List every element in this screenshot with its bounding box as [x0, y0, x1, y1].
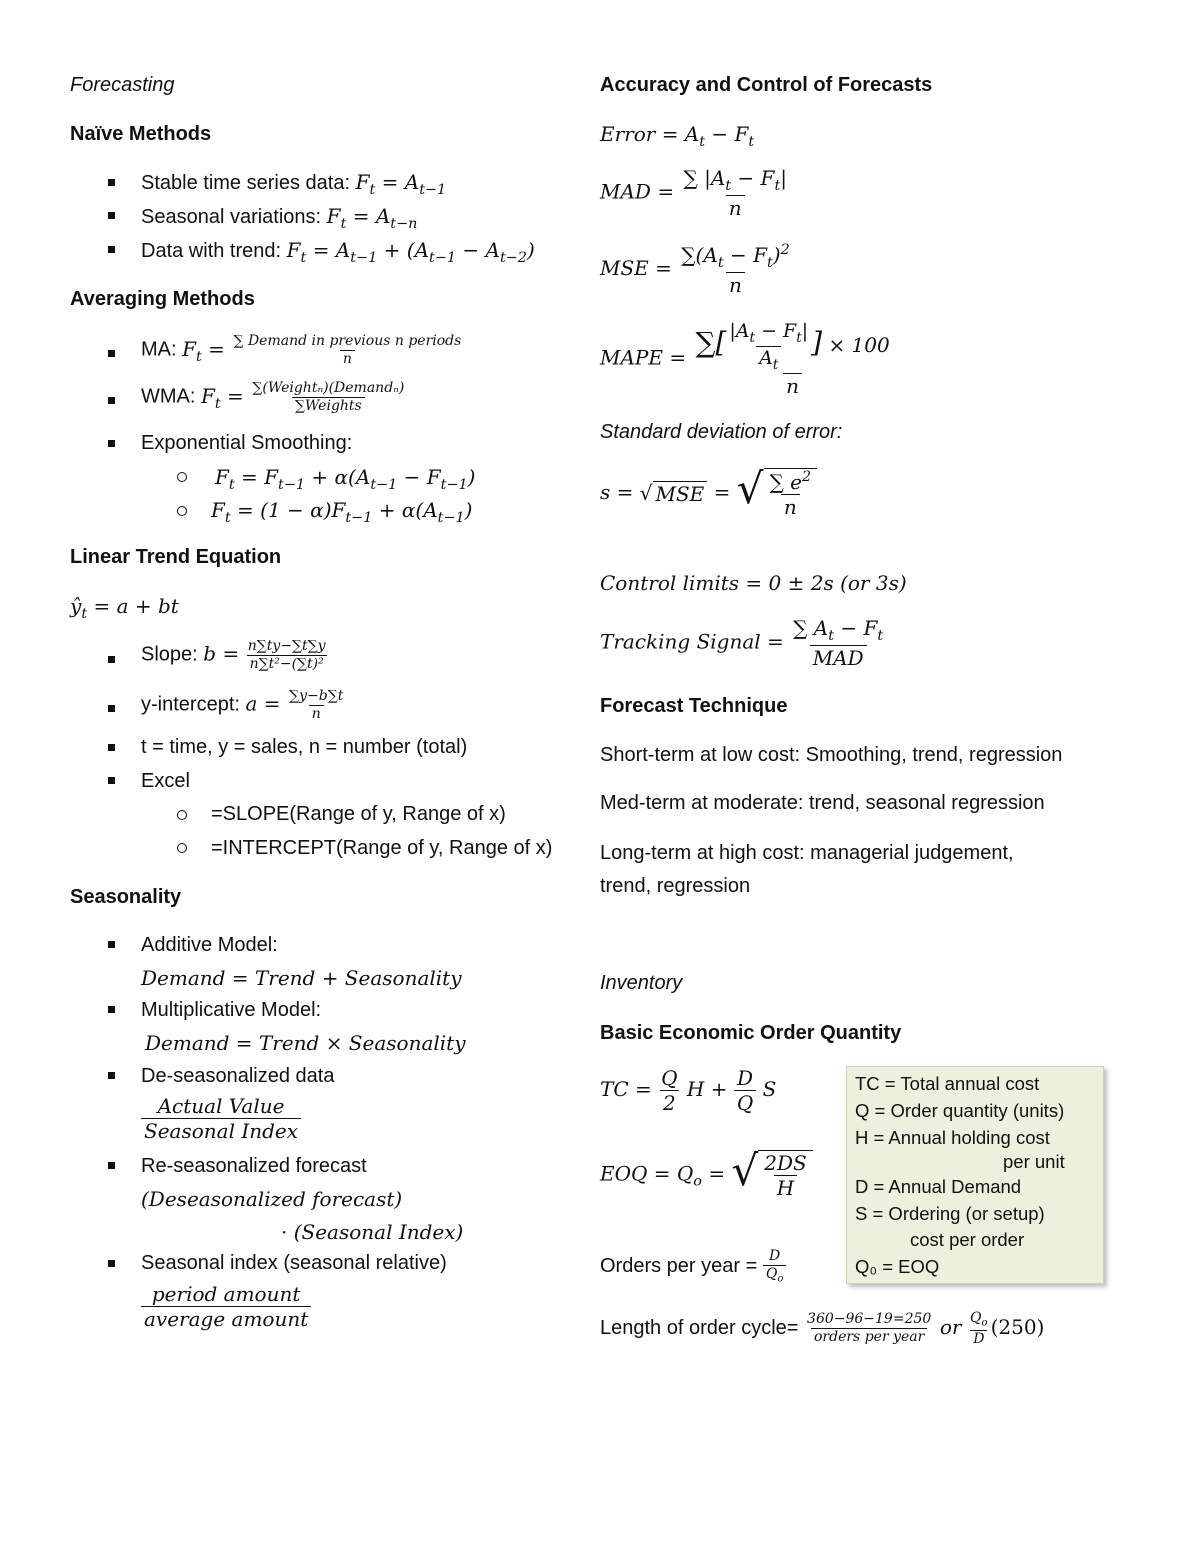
formula: $F_t = A_{t-1} + (A_{t-1} - A_{t-2})$: [286, 238, 535, 267]
exp-formula-2: $F_t = (1 - \alpha)F_{t-1} + \alpha(A_{t-1})$: [211, 498, 473, 527]
sqrt: √ MSE: [640, 481, 708, 506]
fraction: $\frac{D}{Q_o}$: [763, 1248, 787, 1285]
circle-bullet-icon: [177, 472, 187, 482]
tracking-label: Tracking Signal =: [600, 629, 784, 654]
denominator: Seasonal Index: [141, 1118, 301, 1143]
naive-item-label: Data with trend:: [141, 240, 282, 262]
ma-label: MA:: [141, 338, 177, 361]
heading-naive-methods: Naïve Methods: [70, 123, 212, 145]
control-limits: Control limits = 0 ± 2s (or 3s): [600, 571, 907, 595]
mse-formula: MSE = $\frac{\sum(A_t - F_t)^2}{n}$: [600, 242, 793, 297]
eoq-legend-box: [846, 1066, 1104, 1284]
cycle-label: Length of order cycle=: [600, 1316, 799, 1339]
formula: $F_t = A_{t-n}$: [326, 204, 418, 233]
numerator: $\sum(A_t - F_t)^2$: [681, 242, 790, 271]
denominator: n: [726, 195, 745, 220]
legend-q0: Q₀ = EOQ: [855, 1256, 940, 1277]
bullet-icon: [108, 656, 115, 663]
fraction: $\frac{Q}{2}$: [661, 1066, 678, 1115]
denominator: n: [783, 373, 802, 398]
slope-label: Slope:: [141, 643, 198, 666]
legend-h: H = Annual holding cost: [855, 1127, 1050, 1148]
fraction: [141, 1094, 301, 1143]
legend-s: S = Ordering (or setup): [855, 1203, 1045, 1224]
formula: b =: [203, 641, 240, 666]
fraction: [678, 242, 792, 297]
intercept-label: y-intercept:: [141, 693, 240, 716]
fraction: [245, 638, 329, 673]
slope-formula: [141, 638, 329, 673]
legend-tc: TC = Total annual cost: [855, 1073, 1040, 1094]
naive-item-label: Seasonal variations:: [141, 206, 322, 228]
legend-q: Q = Order quantity (units): [855, 1100, 1065, 1121]
multiplicative-label: Multiplicative Model:: [141, 999, 322, 1021]
bullet-icon: [108, 350, 115, 357]
denominator: average amount: [141, 1306, 311, 1331]
fraction: [286, 688, 346, 723]
denominator: MAD: [810, 645, 867, 670]
additive-label: Additive Model:: [141, 934, 278, 956]
numerator: ∑ $A_t - F_t$: [793, 616, 884, 645]
cycle-tail: (250): [990, 1314, 1045, 1339]
naive-item-label: Stable time series data:: [141, 172, 350, 194]
numerator: n∑ty−∑t∑y: [247, 638, 326, 654]
fraction: [680, 166, 790, 220]
order-cycle-length: Length of order cycle= $\frac{360-96-19=250}{\text{orders per year}}$ or $\frac{Q_o}{D}$ (250): [600, 1310, 1045, 1347]
bullet-icon: [108, 1162, 115, 1169]
bullet-icon: [108, 705, 115, 712]
numerator: period amount: [151, 1282, 301, 1306]
bullet-icon: [108, 440, 115, 447]
trend-legend: t = time, y = sales, n = number (total): [141, 736, 468, 758]
orders-per-year: [600, 1248, 786, 1285]
formula: $F_t$ =: [201, 383, 244, 412]
numerator: 360−96−19=250: [807, 1311, 932, 1328]
technique-med-term: Med-term at moderate: trend, seasonal regression: [600, 792, 1045, 814]
wma-formula: [141, 380, 407, 415]
heading-eoq: Basic Economic Order Quantity: [600, 1022, 902, 1044]
exp-smoothing-label: Exponential Smoothing:: [141, 432, 353, 454]
seasonal-index-fraction: [141, 1282, 311, 1331]
naive-item-seasonal: [141, 204, 417, 232]
additive-formula: Demand = Trend + Seasonality: [141, 966, 462, 990]
fraction: [790, 616, 886, 670]
fraction: $\frac{D}{Q}$: [734, 1066, 756, 1115]
fraction: [141, 1282, 311, 1331]
error-formula: Error = $A_t - F_t$: [600, 122, 755, 151]
tc-formula: TC = $\frac{Q}{2}$ H + $\frac{D}{Q}$ S: [600, 1066, 777, 1115]
section-title-forecasting: Forecasting: [70, 74, 175, 96]
technique-long-term-cont: trend, regression: [600, 875, 751, 897]
legend-h-cont: per unit: [1003, 1151, 1065, 1172]
circle-bullet-icon: [177, 506, 187, 516]
legend-d: D = Annual Demand: [855, 1176, 1022, 1197]
ma-formula: [141, 333, 464, 368]
excel-intercept: =INTERCEPT(Range of y, Range of x): [211, 837, 553, 859]
numerator: ∑ Demand in previous n periods: [233, 333, 462, 349]
heading-averaging-methods: Averaging Methods: [70, 288, 255, 310]
bullet-icon: [108, 941, 115, 948]
reseason-line-2: · (Seasonal Index): [281, 1220, 464, 1244]
multiplicative-formula: Demand = Trend × Seasonality: [145, 1031, 466, 1055]
orders-label: Orders per year =: [600, 1254, 758, 1277]
heading-linear-trend: Linear Trend Equation: [70, 546, 282, 568]
reseason-label: Re-seasonalized forecast: [141, 1155, 367, 1177]
naive-item-stable: [141, 170, 446, 198]
excel-slope: =SLOPE(Range of y, Range of x): [211, 803, 506, 825]
std-dev-formula: s = √ MSE = √ $\frac{\sum e^2}{n}$: [600, 468, 817, 519]
technique-short-term: Short-term at low cost: Smoothing, trend, regression: [600, 744, 1063, 766]
numerator: ∑ $|A_t - F_t|$: [683, 166, 787, 195]
deseason-label: De-seasonalized data: [141, 1065, 335, 1087]
seasonal-index-label: Seasonal index (seasonal relative): [141, 1252, 447, 1274]
denominator: n: [726, 272, 745, 297]
fraction: [231, 333, 465, 368]
denominator: ∑Weights: [292, 397, 365, 415]
formula: $F_t$ =: [182, 336, 225, 365]
bullet-icon: [108, 1260, 115, 1267]
numerator: Actual Value: [157, 1094, 285, 1118]
section-title-inventory: Inventory: [600, 972, 683, 994]
denominator: n: [340, 350, 355, 368]
denominator: orders per year: [811, 1328, 927, 1346]
formula: $F_t = A_{t-1}$: [355, 170, 447, 199]
bullet-icon: [108, 1006, 115, 1013]
heading-seasonality: Seasonality: [70, 886, 182, 908]
bullet-icon: [108, 777, 115, 784]
mape-formula: MAPE = ∑[ $\frac{|A_t - F_t|}{A_t}$ ] × 100 n: [600, 320, 893, 398]
bullet-icon: [108, 397, 115, 404]
numerator: ∑[ $\frac{|A_t - F_t|}{A_t}$ ] × 100: [695, 320, 890, 373]
eoq-formula: EOQ = $Q_o$ = √ $\frac{2DS}{H}$: [600, 1150, 813, 1200]
circle-bullet-icon: [177, 810, 187, 820]
reseason-line-1: (Deseasonalized forecast): [141, 1187, 403, 1211]
technique-long-term: Long-term at high cost: managerial judgement,: [600, 842, 1014, 864]
numerator: ∑y−b∑t: [289, 688, 344, 704]
legend-s-cont: cost per order: [910, 1229, 1025, 1250]
fraction: [249, 380, 407, 415]
deseason-fraction: [141, 1094, 301, 1143]
bullet-icon: [108, 212, 115, 219]
sqrt: √ $\frac{2DS}{H}$: [731, 1150, 812, 1200]
heading-accuracy: Accuracy and Control of Forecasts: [600, 74, 933, 96]
trend-equation: $ŷ_t = a$ + bt: [70, 594, 179, 623]
bullet-icon: [108, 1072, 115, 1079]
bullet-icon: [108, 744, 115, 751]
denominator: n: [309, 705, 324, 723]
bullet-icon: [108, 246, 115, 253]
fraction: [692, 320, 892, 398]
sqrt: √ $\frac{\sum e^2}{n}$: [737, 468, 817, 519]
excel-label: Excel: [141, 770, 190, 792]
denominator: n∑t²−(∑t)²: [247, 655, 327, 673]
wma-label: WMA:: [141, 385, 196, 408]
naive-item-trend: [141, 238, 535, 266]
exp-formula-1: $F_t = F_{t-1} + \alpha(A_{t-1} - F_{t-1})$: [215, 465, 476, 494]
formula: a =: [245, 691, 281, 716]
std-dev-label: Standard deviation of error:: [600, 421, 843, 443]
tracking-signal: [600, 616, 886, 670]
heading-forecast-technique: Forecast Technique: [600, 695, 788, 717]
intercept-formula: [141, 688, 346, 723]
fraction: [804, 1311, 934, 1346]
circle-bullet-icon: [177, 843, 187, 853]
bullet-icon: [108, 179, 115, 186]
mad-formula: MAD = $\frac{\sum |A_t - F_t|}{n}$: [600, 166, 790, 220]
numerator: ∑(Weightₙ)(Demandₙ): [252, 380, 405, 396]
fraction: $\frac{Q_o}{D}$: [970, 1310, 988, 1347]
